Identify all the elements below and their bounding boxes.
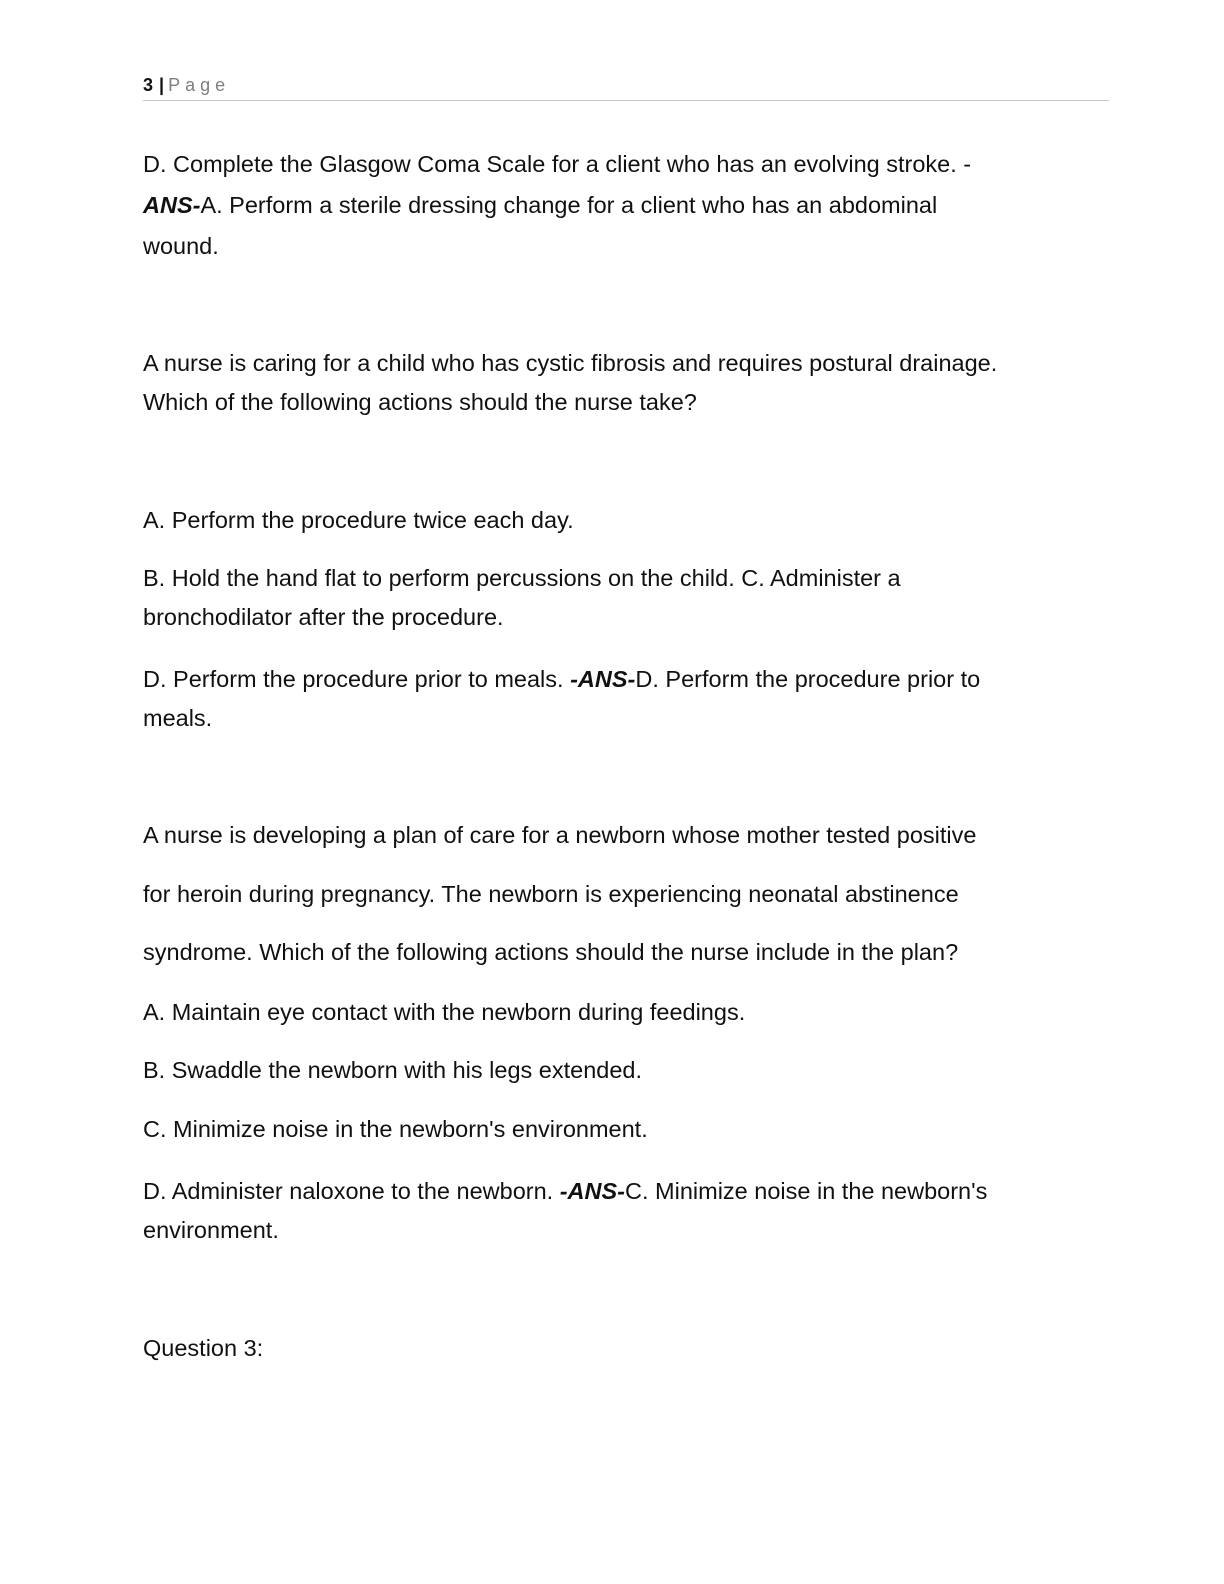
cf-option-b-line1: B. Hold the hand flat to perform percussions on the child. C. Administer a: [143, 565, 901, 591]
page-label: Page: [168, 75, 231, 95]
answer-marker: -ANS-: [570, 666, 636, 692]
page-number: 3: [143, 75, 154, 95]
nas-question-stem-line2: for heroin during pregnancy. The newborn is experiencing neonatal abstinence: [143, 881, 959, 907]
answer-marker: -ANS-: [559, 1178, 625, 1204]
section-heading: Question 3:: [143, 1335, 264, 1361]
prev-question-answer-cont: wound.: [143, 233, 219, 259]
answer-marker: ANS-: [143, 192, 201, 218]
cf-option-d-line2: meals.: [143, 705, 213, 731]
header-separator: |: [159, 75, 165, 95]
nas-question-stem-line3: syndrome. Which of the following actions should the nurse include in the plan?: [143, 939, 959, 965]
cf-option-b-line2: bronchodilator after the procedure.: [143, 604, 504, 630]
nas-option-c: C. Minimize noise in the newborn's environment.: [143, 1116, 648, 1142]
nas-option-d-line2: environment.: [143, 1217, 279, 1243]
cf-question-stem-line2: Which of the following actions should the nurse take?: [143, 389, 697, 415]
prev-question-option-d: D. Complete the Glasgow Coma Scale for a client who has an evolving stroke. -: [143, 151, 972, 177]
nas-option-d: D. Administer naloxone to the newborn. -ANS-C. Minimize noise in the newborn's: [143, 1178, 988, 1204]
nas-option-a: A. Maintain eye contact with the newborn during feedings.: [143, 999, 746, 1025]
cf-option-a: A. Perform the procedure twice each day.: [143, 507, 574, 533]
cf-question-stem-line1: A nurse is caring for a child who has cystic fibrosis and requires postural drainage.: [143, 350, 998, 376]
nas-question-stem-line1: A nurse is developing a plan of care for a newborn whose mother tested positive: [143, 822, 977, 848]
nas-option-b: B. Swaddle the newborn with his legs extended.: [143, 1057, 643, 1083]
cf-option-d: D. Perform the procedure prior to meals. -ANS-D. Perform the procedure prior to: [143, 666, 981, 692]
prev-question-answer: ANS-A. Perform a sterile dressing change for a client who has an abdominal: [143, 192, 938, 218]
page-header: [143, 74, 1109, 101]
